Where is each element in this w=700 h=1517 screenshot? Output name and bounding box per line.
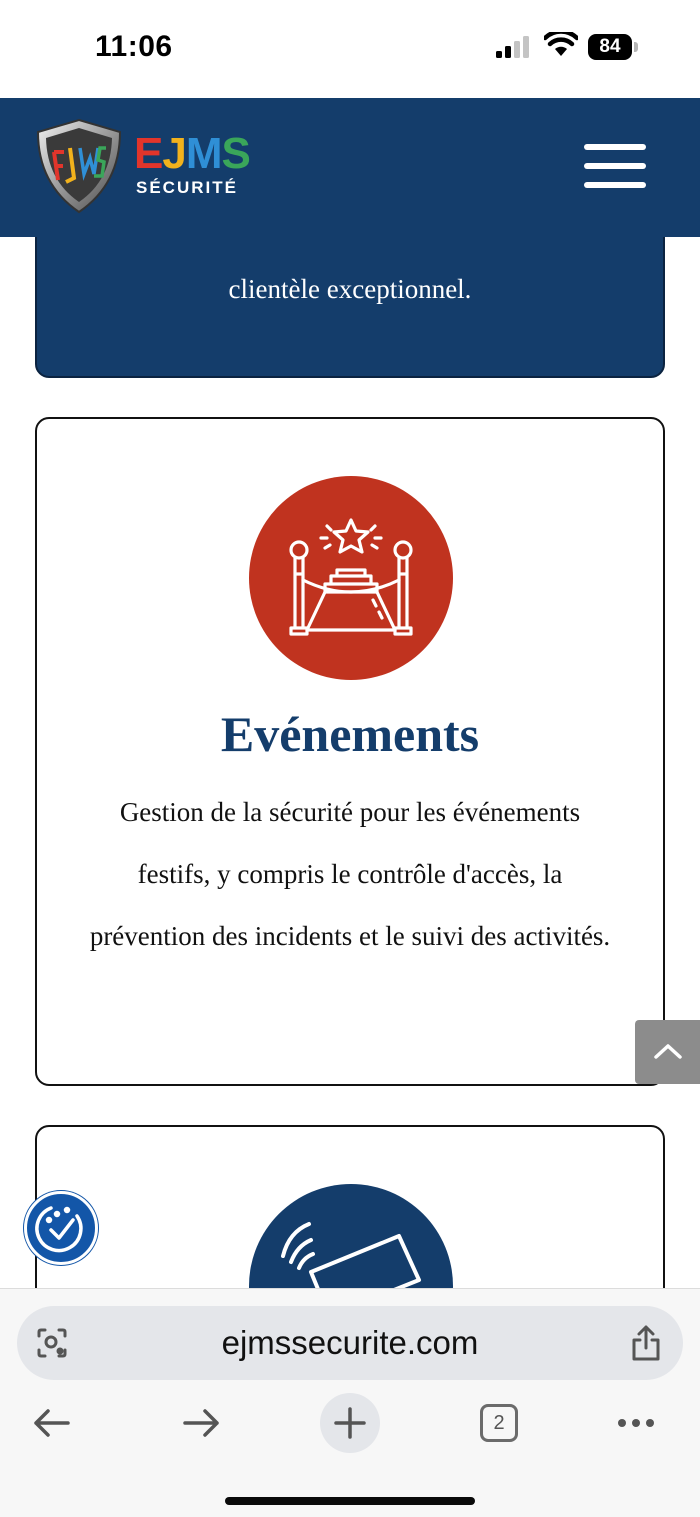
status-time: 11:06	[95, 30, 173, 63]
site-header	[0, 98, 700, 237]
battery-indicator	[588, 34, 638, 60]
chevron-up-icon	[635, 1020, 700, 1084]
arrow-right-icon	[171, 1393, 231, 1453]
hamburger-menu-button[interactable]	[584, 142, 648, 192]
service-title: Evénements	[220, 706, 480, 762]
battery-level: 84	[599, 36, 621, 57]
logo-letter: J	[162, 129, 186, 178]
service-card-events	[35, 417, 665, 1086]
logo-letter: S	[221, 129, 250, 178]
arrow-left-icon	[22, 1393, 82, 1453]
service-description: Gestion de la sécurité pour les événements festifs, y compris le contrôle d'accès, la prévention des incidents et le suivi des activités.	[89, 797, 611, 951]
home-indicator	[225, 1497, 475, 1505]
red-carpet-event-icon	[249, 476, 453, 680]
logo-subtitle: SÉCURITÉ	[136, 178, 238, 197]
cctv-camera-icon	[249, 1184, 453, 1290]
menu-bar	[584, 144, 646, 150]
accessibility-button[interactable]	[24, 1191, 98, 1265]
logo-letter: M	[185, 129, 222, 178]
share-icon[interactable]	[629, 1324, 663, 1362]
service-card-next	[35, 1125, 665, 1290]
status-bar	[0, 0, 700, 98]
service-card-tail-text: clientèle exceptionnel.	[228, 274, 472, 304]
logo-letter: E	[134, 129, 163, 178]
browser-nav-row	[0, 1393, 700, 1457]
menu-bar	[584, 163, 646, 169]
more-options-button[interactable]	[606, 1393, 666, 1453]
shield-logo-icon[interactable]	[36, 118, 122, 214]
forward-button[interactable]	[171, 1393, 231, 1453]
battery-tip	[634, 42, 638, 52]
more-dots-icon	[606, 1393, 666, 1453]
logo-wordmark[interactable]	[134, 129, 250, 178]
tab-count: 2	[480, 1404, 518, 1442]
back-button[interactable]	[22, 1393, 82, 1453]
cellular-signal-icon	[496, 36, 534, 58]
scroll-to-top-button[interactable]	[635, 1020, 700, 1084]
menu-bar	[584, 182, 646, 188]
url-text[interactable]: ejmssecurite.com	[221, 1324, 479, 1361]
plus-icon	[320, 1393, 380, 1453]
browser-toolbar	[0, 1288, 700, 1517]
wifi-icon	[544, 32, 578, 58]
new-tab-button[interactable]	[320, 1393, 380, 1453]
tabs-button[interactable]	[469, 1393, 529, 1453]
accessibility-icon	[27, 1194, 95, 1262]
address-bar[interactable]	[17, 1306, 683, 1380]
